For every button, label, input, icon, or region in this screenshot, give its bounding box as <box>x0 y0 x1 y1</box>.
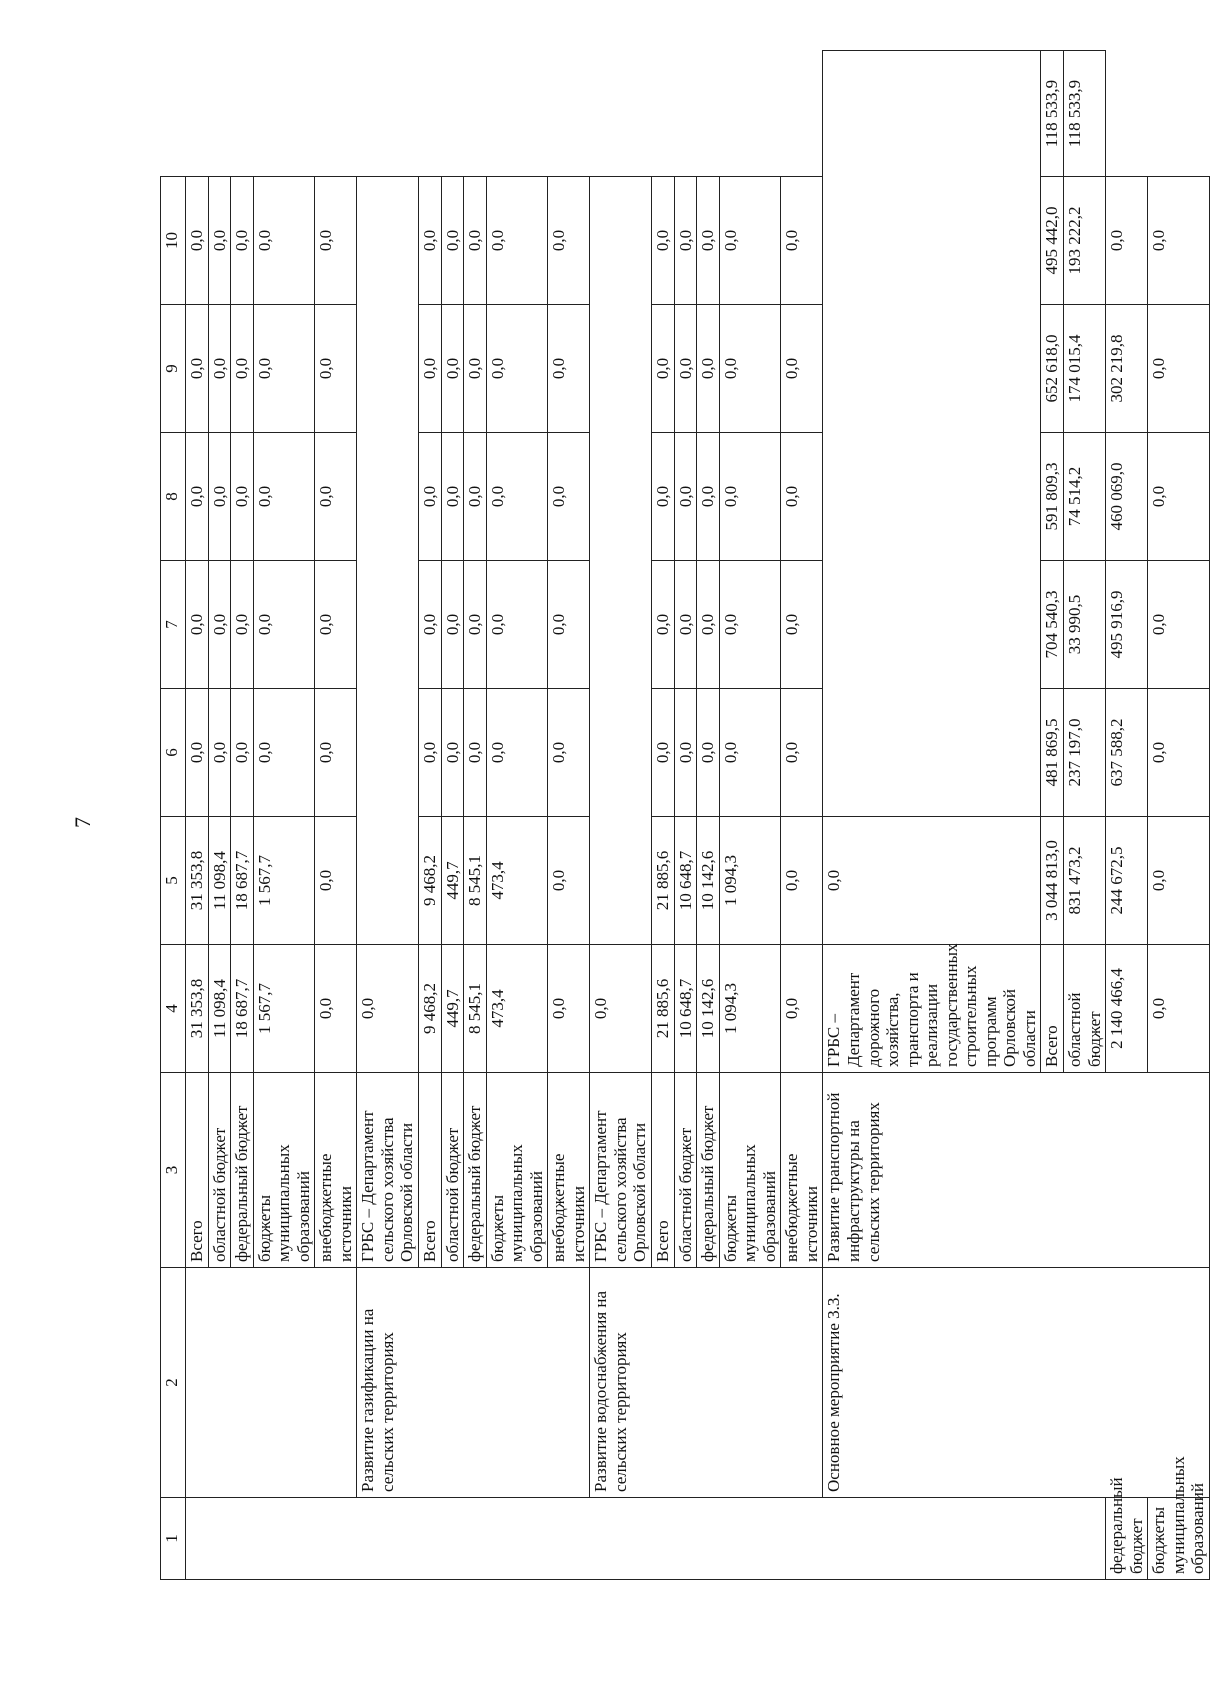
value-cell: 0,0 <box>419 561 442 689</box>
value-cell: 704 540,3 <box>1041 561 1064 689</box>
value-cell: 0,0 <box>464 433 487 561</box>
header-cell: 7 <box>161 561 186 689</box>
value-cell: 0,0 <box>781 561 823 689</box>
value-cell: 0,0 <box>1148 561 1210 689</box>
table-row <box>823 51 1041 1580</box>
value-cell: 8 545,1 <box>464 817 487 945</box>
row-label: областной бюджет <box>674 1073 697 1268</box>
value-cell: 33 990,5 <box>1063 561 1105 689</box>
value-cell: 0,0 <box>1148 689 1210 817</box>
row-label: Всего <box>419 1073 442 1268</box>
value-cell: 0,0 <box>697 177 720 305</box>
value-cell: 0,0 <box>253 305 315 433</box>
value-cell: 244 672,5 <box>1106 817 1148 945</box>
value-cell: 0,0 <box>486 305 548 433</box>
rotated-table-sheet <box>160 50 1208 1580</box>
value-cell: 1 567,7 <box>253 817 315 945</box>
value-cell: 0,0 <box>464 305 487 433</box>
empty-cells <box>823 51 1041 817</box>
header-cell: 10 <box>161 177 186 305</box>
value-cell: 0,0 <box>781 433 823 561</box>
value-cell: 118 533,9 <box>1041 51 1064 177</box>
table-row <box>590 51 652 1580</box>
group-name-cell-empty <box>186 1268 357 1498</box>
value-cell: 0,0 <box>719 689 781 817</box>
value-cell: 0,0 <box>315 433 357 561</box>
value-cell: 11 098,4 <box>208 817 231 945</box>
value-cell: 449,7 <box>441 817 464 945</box>
value-cell: 1 094,3 <box>719 945 781 1073</box>
group-name-cell: Развитие водоснабжения на сельских территориях <box>590 1268 823 1498</box>
row-label: федеральный бюджет <box>697 1073 720 1268</box>
value-cell: 0,0 <box>315 177 357 305</box>
value-cell: 0,0 <box>719 433 781 561</box>
row-label: Всего <box>186 1073 209 1268</box>
value-cell: 831 473,2 <box>1063 817 1105 945</box>
row-label: Всего <box>1041 945 1064 1073</box>
value-cell: 0,0 <box>548 177 590 305</box>
value-cell: 0,0 <box>486 689 548 817</box>
value-cell: 0,0 <box>186 561 209 689</box>
value-cell: 0,0 <box>697 561 720 689</box>
value-cell: 0,0 <box>781 817 823 945</box>
grbs-label: ГРБС – Департамент сельского хозяйства Орловской области <box>590 1073 652 1268</box>
value-cell: 0,0 <box>208 561 231 689</box>
header-row <box>161 51 186 1580</box>
row-label: Всего <box>652 1073 675 1268</box>
grbs-label: ГРБС – Департамент дорожного хозяйства, транспорта и реализации государственных строительных программ Орловской области <box>823 945 1041 1073</box>
value-cell: 460 069,0 <box>1106 433 1148 561</box>
value-cell: 0,0 <box>186 305 209 433</box>
header-cell: 5 <box>161 817 186 945</box>
value-cell: 0,0 <box>652 433 675 561</box>
value-cell: 0,0 <box>419 177 442 305</box>
value-cell: 0,0 <box>548 689 590 817</box>
value-cell: 1 567,7 <box>253 945 315 1073</box>
row-label: внебюджетные источники <box>315 1073 357 1268</box>
value-cell: 0,0 <box>419 305 442 433</box>
value-cell: 473,4 <box>486 817 548 945</box>
value-cell: 0,0 <box>1148 817 1210 945</box>
value-cell: 0,0 <box>719 177 781 305</box>
value-cell: 74 514,2 <box>1063 433 1105 561</box>
value-cell: 0,0 <box>674 689 697 817</box>
value-cell: 0,0 <box>781 177 823 305</box>
value-cell: 0,0 <box>674 177 697 305</box>
value-cell: 0,0 <box>486 561 548 689</box>
value-cell: 0,0 <box>208 305 231 433</box>
header-cell: 6 <box>161 689 186 817</box>
value-cell: 0,0 <box>548 561 590 689</box>
value-cell: 0,0 <box>441 305 464 433</box>
value-cell: 0,0 <box>781 945 823 1073</box>
value-cell: 9 468,2 <box>419 945 442 1073</box>
table-row <box>186 51 209 1580</box>
budget-table <box>160 50 1210 1580</box>
header-cell: 2 <box>161 1268 186 1498</box>
row-label: бюджеты муниципальных образований <box>719 1073 781 1268</box>
row-label: бюджеты муниципальных образований <box>253 1073 315 1268</box>
value-cell: 0,0 <box>315 945 357 1073</box>
value-cell: 0,0 <box>231 433 254 561</box>
value-cell: 473,4 <box>486 945 548 1073</box>
row-label: федеральный бюджет <box>231 1073 254 1268</box>
value-cell: 193 222,2 <box>1063 177 1105 305</box>
value-cell: 0,0 <box>548 433 590 561</box>
grbs-value: 0,0 <box>357 945 419 1073</box>
measure-cell: Основное мероприятие 3.3. <box>823 1268 1209 1498</box>
row-label: внебюджетные источники <box>548 1073 590 1268</box>
value-cell: 495 442,0 <box>1041 177 1064 305</box>
value-cell: 0,0 <box>719 305 781 433</box>
value-cell: 0,0 <box>208 177 231 305</box>
value-cell: 591 809,3 <box>1041 433 1064 561</box>
value-cell: 0,0 <box>464 689 487 817</box>
value-cell: 0,0 <box>674 433 697 561</box>
value-cell: 0,0 <box>186 689 209 817</box>
value-cell: 652 618,0 <box>1041 305 1064 433</box>
value-cell: 0,0 <box>652 689 675 817</box>
value-cell: 0,0 <box>253 177 315 305</box>
row-label: внебюджетные источники <box>781 1073 823 1268</box>
page-number: 7 <box>70 817 95 828</box>
value-cell: 18 687,7 <box>231 817 254 945</box>
value-cell: 0,0 <box>548 817 590 945</box>
value-cell: 0,0 <box>697 433 720 561</box>
value-cell: 0,0 <box>441 689 464 817</box>
value-cell: 0,0 <box>253 433 315 561</box>
value-cell: 237 197,0 <box>1063 689 1105 817</box>
grbs-label: ГРБС – Департамент сельского хозяйства Орловской области <box>357 1073 419 1268</box>
value-cell: 2 140 466,4 <box>1106 945 1148 1073</box>
value-cell: 0,0 <box>315 561 357 689</box>
empty-cells <box>590 177 652 945</box>
value-cell: 0,0 <box>697 689 720 817</box>
value-cell: 0,0 <box>253 561 315 689</box>
group-name-cell: Развитие газификации на сельских территориях <box>357 1268 590 1498</box>
value-cell: 0,0 <box>781 305 823 433</box>
value-cell: 0,0 <box>315 817 357 945</box>
value-cell: 21 885,6 <box>652 817 675 945</box>
value-cell: 0,0 <box>548 305 590 433</box>
row-label: областной бюджет <box>1063 945 1105 1073</box>
row-label: федеральный бюджет <box>464 1073 487 1268</box>
value-cell: 0,0 <box>652 305 675 433</box>
header-cell: 1 <box>161 1498 186 1580</box>
value-cell: 8 545,1 <box>464 945 487 1073</box>
value-cell: 0,0 <box>208 689 231 817</box>
value-cell: 0,0 <box>652 177 675 305</box>
value-cell: 0,0 <box>464 561 487 689</box>
grbs-value: 0,0 <box>590 945 652 1073</box>
value-cell: 11 098,4 <box>208 945 231 1073</box>
grbs-value: 0,0 <box>823 817 1041 945</box>
value-cell: 18 687,7 <box>231 945 254 1073</box>
value-cell: 0,0 <box>548 945 590 1073</box>
value-cell: 0,0 <box>1148 945 1210 1073</box>
value-cell: 3 044 813,0 <box>1041 817 1064 945</box>
value-cell: 9 468,2 <box>419 817 442 945</box>
value-cell: 0,0 <box>315 305 357 433</box>
value-cell: 0,0 <box>253 689 315 817</box>
value-cell: 449,7 <box>441 945 464 1073</box>
value-cell: 0,0 <box>719 561 781 689</box>
value-cell: 21 885,6 <box>652 945 675 1073</box>
value-cell: 0,0 <box>441 433 464 561</box>
header-cell: 9 <box>161 305 186 433</box>
value-cell: 637 588,2 <box>1106 689 1148 817</box>
value-cell: 0,0 <box>231 561 254 689</box>
value-cell: 0,0 <box>186 433 209 561</box>
value-cell: 495 916,9 <box>1106 561 1148 689</box>
header-cell: 4 <box>161 945 186 1073</box>
empty-cells <box>357 177 419 945</box>
value-cell: 10 648,7 <box>674 817 697 945</box>
value-cell: 0,0 <box>486 433 548 561</box>
value-cell: 0,0 <box>441 177 464 305</box>
value-cell: 10 142,6 <box>697 817 720 945</box>
value-cell: 0,0 <box>441 561 464 689</box>
row-label: областной бюджет <box>441 1073 464 1268</box>
value-cell: 0,0 <box>208 433 231 561</box>
group-name-cell: Развитие транспортной инфраструктуры на сельских территориях <box>823 1073 1209 1268</box>
value-cell: 302 219,8 <box>1106 305 1148 433</box>
value-cell: 31 353,8 <box>186 817 209 945</box>
value-cell: 0,0 <box>781 689 823 817</box>
value-cell: 1 094,3 <box>719 817 781 945</box>
value-cell: 0,0 <box>697 305 720 433</box>
value-cell: 0,0 <box>674 305 697 433</box>
row-label: областной бюджет <box>208 1073 231 1268</box>
row-label: бюджеты муниципальных образований <box>486 1073 548 1268</box>
value-cell: 0,0 <box>464 177 487 305</box>
measure-cell-empty <box>186 1498 1106 1580</box>
value-cell: 0,0 <box>1106 177 1148 305</box>
value-cell: 0,0 <box>231 689 254 817</box>
value-cell: 31 353,8 <box>186 945 209 1073</box>
value-cell: 0,0 <box>231 177 254 305</box>
table-row <box>357 51 419 1580</box>
value-cell: 0,0 <box>1148 433 1210 561</box>
value-cell: 0,0 <box>652 561 675 689</box>
value-cell: 0,0 <box>486 177 548 305</box>
value-cell: 0,0 <box>1148 305 1210 433</box>
value-cell: 481 869,5 <box>1041 689 1064 817</box>
header-cell: 8 <box>161 433 186 561</box>
value-cell: 0,0 <box>231 305 254 433</box>
value-cell: 0,0 <box>419 433 442 561</box>
value-cell: 0,0 <box>315 689 357 817</box>
value-cell: 0,0 <box>674 561 697 689</box>
value-cell: 174 015,4 <box>1063 305 1105 433</box>
header-cell: 3 <box>161 1073 186 1268</box>
value-cell: 0,0 <box>419 689 442 817</box>
row-label: бюджеты муниципальных образований <box>1148 1498 1210 1580</box>
value-cell: 10 648,7 <box>674 945 697 1073</box>
value-cell: 118 533,9 <box>1063 51 1105 177</box>
row-label: федеральный бюджет <box>1106 1498 1148 1580</box>
value-cell: 0,0 <box>186 177 209 305</box>
value-cell: 0,0 <box>1148 177 1210 305</box>
value-cell: 10 142,6 <box>697 945 720 1073</box>
